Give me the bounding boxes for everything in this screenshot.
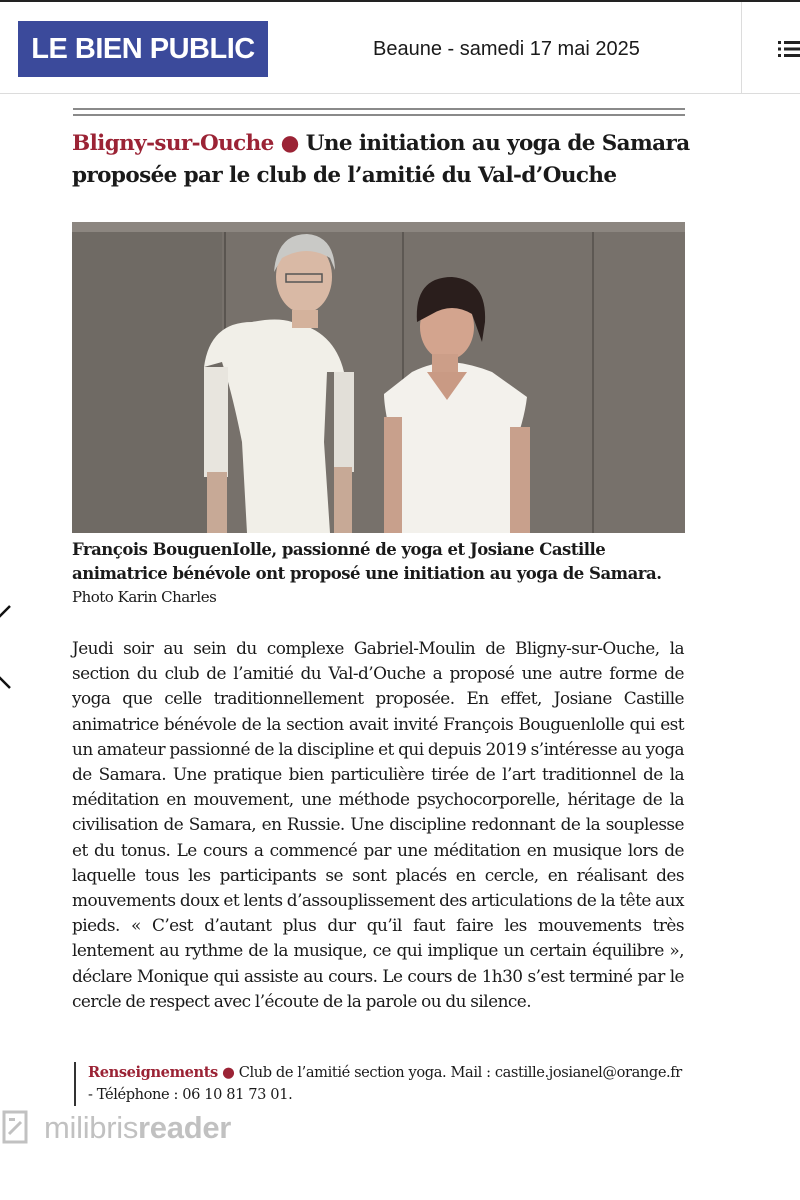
article-place: Bligny-sur-Ouche xyxy=(72,131,274,156)
photo-caption xyxy=(72,538,692,610)
article-rule-top xyxy=(73,108,685,110)
list-menu-icon xyxy=(772,35,800,63)
chevron-left-icon xyxy=(0,602,16,692)
menu-button[interactable] xyxy=(772,35,800,63)
watermark-prefix: milibris xyxy=(44,1110,139,1145)
milibris-logo-icon xyxy=(0,1108,30,1148)
edition-date: Beaune - samedi 17 mai 2025 xyxy=(373,38,640,60)
milibris-watermark xyxy=(0,1106,231,1150)
article-body: Jeudi soir au sein du complexe Gabriel-Moulin de Bligny-sur-Ouche, la section du club de l’amitié du Val-d’Ouche a proposé une autre forme de yoga que celle traditionnellement proposée. En effet, Josiane Castille animatrice bénévole de la section avait invité François Bouguenlolle qui est un amateur passionné de la discipline et qui depuis 2019 s’intéresse au yoga de Samara. Une pratique bien particulière tirée de l’art traditionnel de la méditation en mouvement, une méthode psychocorporelle, héritage de la civilisation de Samara, en Russie. Une discipline redonnant de la souplesse et du tonus. Le cours a commencé par une méditation en musique lors de laquelle tous les participants se sont placés en cercle, en réalisant des mouvements doux et lents d’assouplissement des articulations de la tête aux pieds. « C’est d’autant plus dur qu’il faut faire les mouvements très lentement au rythme de la musique, ce qui implique un certain équilibre », déclare Monique qui assiste au cours. Le cours de 1h30 s’est terminé par le cercle de respect avec l’écoute de la parole ou du silence. xyxy=(72,638,684,1011)
headline-separator: ● xyxy=(280,131,299,156)
menu-divider xyxy=(741,2,742,94)
watermark-text xyxy=(44,1110,231,1146)
caption-text: François BouguenIolle, passionné de yoga et Josiane Castille animatrice bénévole ont proposé une initiation au yoga de Samara. xyxy=(72,540,662,583)
info-label: Renseignements xyxy=(88,1064,218,1081)
watermark-suffix: reader xyxy=(138,1110,232,1145)
info-separator: ● xyxy=(222,1064,235,1081)
info-box xyxy=(74,1062,686,1106)
info-text: Club de l’amitié section yoga. Mail : castille.josianel@orange.fr - Téléphone : 06 10 81 73 01. xyxy=(88,1064,682,1103)
publication-logo[interactable] xyxy=(18,21,268,77)
photo-credit: Photo Karin Charles xyxy=(72,588,217,606)
previous-page-button[interactable] xyxy=(0,602,16,692)
article-photo xyxy=(72,222,685,533)
top-bar xyxy=(0,0,800,94)
logo-text: LE BIEN PUBLIC xyxy=(31,32,255,65)
article-rule-bottom xyxy=(73,114,685,116)
article-headline xyxy=(72,128,692,192)
article-title: Une initiation au yoga de Samara proposée par le club de l’amitié du Val-d’Ouche xyxy=(72,131,690,188)
